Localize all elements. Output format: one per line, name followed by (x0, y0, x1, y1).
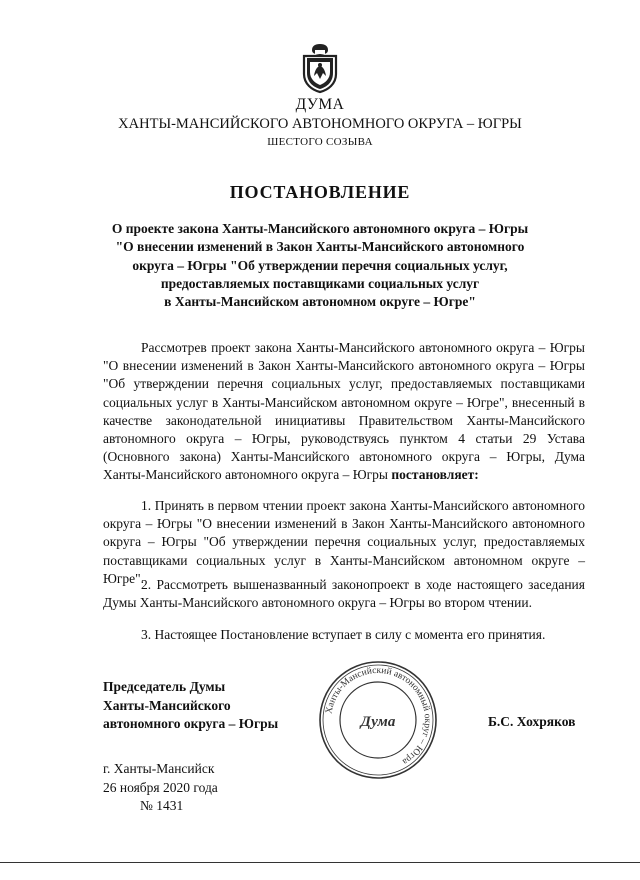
decision-item-text: 2. Рассмотреть вышеназванный законопроект в ходе настоящего заседания Думы Ханты-Мансийского автономного округа – Югры во втором чтении. (103, 577, 585, 611)
signatory-title-line: Председатель Думы (103, 679, 226, 694)
convocation-heading: ШЕСТОГО СОЗЫВА (267, 136, 373, 148)
document-type-title: ПОСТАНОВЛЕНИЕ (229, 182, 411, 202)
subject-line: в Ханты-Мансийском автономном округе – Югре" (164, 294, 476, 310)
document-number: № 1431 (140, 798, 184, 813)
okrug-heading: ХАНТЫ-МАНСИЙСКОГО АВТОНОМНОГО ОКРУГА – ЮГРЫ (118, 116, 522, 132)
coat-of-arms-emblem (301, 42, 339, 94)
subject-line: округа – Югры "Об утверждении перечня социальных услуг, (132, 257, 508, 273)
signatory-title-line: Ханты-Мансийского (103, 697, 231, 713)
decision-word: постановляет: (391, 467, 479, 483)
bottom-rule (0, 862, 640, 863)
seal-ring-text: Ханты-Мансийский автономный округ – Югра (324, 665, 433, 767)
duma-heading: ДУМА (295, 96, 345, 113)
subject-line: О проекте закона Ханты-Мансийского автономного округа – Югры (111, 221, 529, 236)
signatory-title-line: автономного округа – Югры (103, 716, 279, 731)
official-seal (316, 658, 440, 782)
decision-item-1 (103, 497, 585, 588)
document-subject (100, 220, 540, 311)
city: г. Ханты-Мансийск (103, 761, 215, 776)
signatory-name: Б.С. Хохряков (488, 714, 576, 729)
preamble-text: Рассмотрев проект закона Ханты-Мансийского автономного округа – Югры "О внесении изменений в Закон Ханты-Мансийского автономного округа – Югры "Об утверждении перечня социальных услуг, предоставляемых поставщиками социальных услуг в Ханты-Мансийском автономном округе – Югре", внесенный в качестве законодательной инициативы Правительством Ханты-Мансийского автономного округа – Югры, руководствуясь пунктом 4 статьи 29 Устава (Основного закона) Ханты-Мансийского автономного округа – Югры, Дума Ханты-Мансийского автономного округа – Югры (103, 340, 585, 483)
preamble-paragraph (103, 339, 585, 485)
decision-item-2 (103, 576, 585, 612)
subject-line: "О внесении изменений в Закон Ханты-Мансийского автономного (115, 239, 525, 255)
signatory-title (103, 678, 303, 734)
decision-item-text: 3. Настоящее Постановление вступает в силу с момента его принятия. (141, 627, 546, 642)
subject-line: предоставляемых поставщиками социальных услуг (160, 275, 480, 291)
seal-center-text: Дума (360, 714, 396, 730)
decision-item-3 (103, 626, 585, 644)
document-footer (103, 760, 218, 816)
date: 26 ноября 2020 года (103, 779, 218, 795)
decision-item-text: 1. Принять в первом чтении проект закона Ханты-Мансийского автономного округа – Югры "О внесении изменений в Закон Ханты-Мансийского автономного округа – Югры "Об утверждении перечня социальных услуг, предоставляемых поставщиками социальных услуг в Ханты-Мансийском автономном округе – Югре". (103, 498, 585, 586)
